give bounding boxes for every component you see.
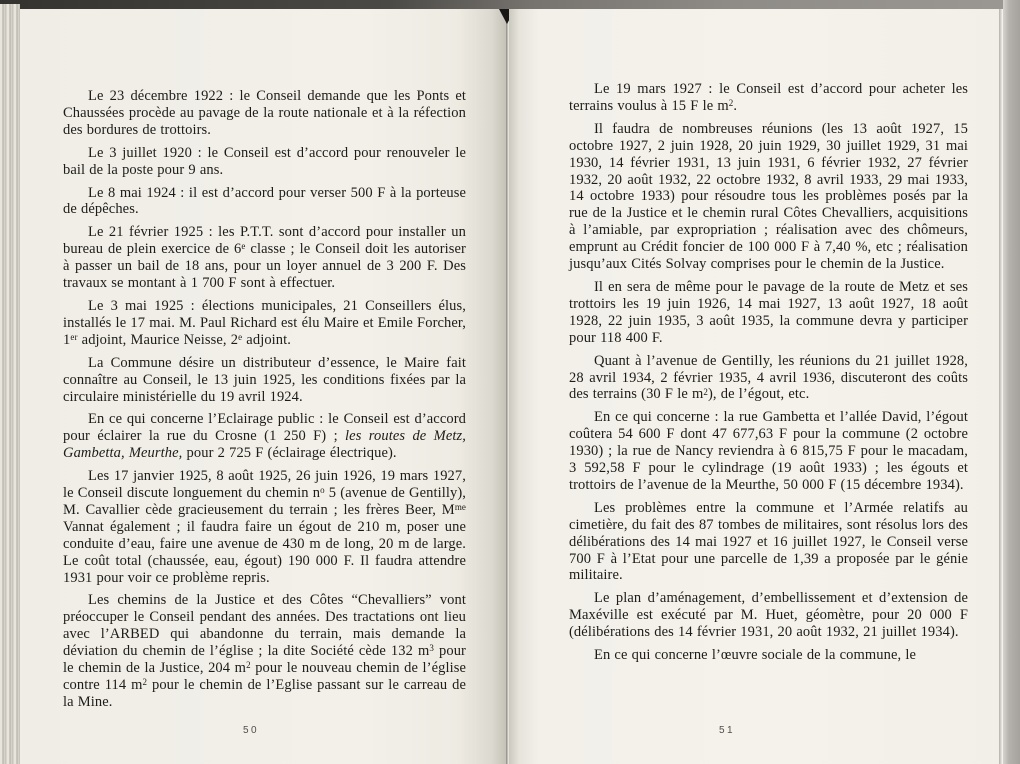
paragraph: La Commune désire un distributeur d’essence, le Maire fait connaître au Conseil, le 13 juin 1925, les conditions fixées par la circulaire ministérielle du 19 avril 1924. [63, 354, 466, 405]
paragraph: En ce qui concerne l’Eclairage public : le Conseil est d’accord pour éclairer la rue du Crosne (1 250 F) ; les routes de Metz, Gambetta, Meurthe, pour 2 725 F (éclairage électrique). [63, 411, 466, 462]
page-stack-edge-left [0, 4, 20, 764]
paragraph: Les problèmes entre la commune et l’Armée relatifs au cimetière, du fait des 87 tombes de militaires, sont résolus lors des délibérations des 14 mai 1927 et 16 juillet 1927, le Conseil verse 700 F à l’Etat pour une parcelle de 1,39 a proposée par le génie militaire. [569, 499, 968, 584]
paragraph: Le 23 décembre 1922 : le Conseil demande que les Ponts et Chaussées procède au pavage de la route nationale et à la réfection des bordures de trottoirs. [63, 88, 466, 138]
paragraph: En ce qui concerne l’œuvre sociale de la commune, le [594, 647, 917, 664]
paragraph: Le 19 mars 1927 : le Conseil est d’accord pour acheter les terrains voulus à 15 F le $m^2$. [569, 81, 968, 114]
page-right [509, 9, 1003, 764]
paragraph: Les 17 janvier 1925, 8 août 1925, 26 juin 1926, 19 mars 1927, le Conseil discute longuement du chemin $n^o$ 5 (avenue de Gentilly), M. Cavallier cède gracieusement du terrain ; les frères Beer, $M^{me}$ Vannat également ; il faudra faire un égout de 210 m, poser une conduite d’eau, faire une avenue de 430 m de long, 20 m de large. Le coût total (chaussée, eau, égout) 190 000 F. Il faudra attendre 1931 pour voir ce problème repris. [63, 468, 467, 586]
page-number-right: 51 [719, 725, 736, 736]
page-left [20, 9, 506, 764]
paragraph: Le plan d’aménagement, d’embellissement et d’extension de Maxéville est exécuté par M. Huet, géomètre, pour 20 000 F (délibérations des 14 février 1931, 20 août 1932, 21 juillet 1934). [569, 590, 968, 641]
paragraph: En ce qui concerne : la rue Gambetta et l’allée David, l’égout coûtera 54 600 F dont 47 677,63 F pour la commune (2 octobre 1930) ; la rue de Nancy reviendra à 6 815,75 F pour le macadam, 3 592,58 F pour le cylindrage (19 août 1933) ; les égouts et trottoirs de l’avenue de la Meurthe, 50 000 F (15 décembre 1934). [569, 409, 968, 493]
page-number-left: 50 [243, 725, 260, 736]
book-cover-edge-right [1003, 0, 1020, 764]
paragraph: Le 8 mai 1924 : il est d’accord pour verser 500 F à la porteuse de dépêches. [63, 184, 466, 218]
paragraph: Les chemins de la Justice et des Côtes “Chevalliers” vont préoccuper le Conseil pendant des années. Des tractations ont lieu avec l’ARBED qui abandonne du terrain, mais demande la déviation du chemin de l’église ; la dite Société cède 132 $m^3$ pour le chemin de la Justice, 204 $m^2$ pour le nouveau chemin de l’église contre 114 $m^2$ pour le chemin de l’Eglise passant sur le carreau de la Mine. [63, 592, 467, 710]
book-top-edge [0, 0, 1020, 9]
page-left-text-column [63, 88, 466, 717]
paragraph: Quant à l’avenue de Gentilly, les réunions du 21 juillet 1928, 28 avril 1934, 2 février 1935, 4 avril 1936, discuteront des coûts des terrains (30 F le $m^2$), de l’égout, etc. [569, 352, 968, 403]
paragraph: Il en sera de même pour le pavage de la route de Metz et ses trottoirs les 19 juin 1926, 14 mai 1927, 13 août 1927, 18 août 1928, 22 juin 1935, 3 août 1935, la commune devra y participer pour 118 400 F. [569, 278, 968, 346]
paragraph: Le 3 juillet 1920 : le Conseil est d’accord pour renouveler le bail de la poste pour 9 ans. [63, 144, 466, 178]
page-right-text-column [569, 81, 968, 670]
paragraph: Le 21 février 1925 : les P.T.T. sont d’accord pour installer un bureau de plein exercice de 6e classe ; le Conseil doit les autoriser à passer un bail de 18 ans, pour un loyer annuel de 3 200 F. Des travaux se montant à 1 700 F sont à effectuer. [63, 224, 466, 292]
paragraph: Il faudra de nombreuses réunions (les 13 août 1927, 15 octobre 1927, 2 juin 1928, 20 juin 1929, 30 juillet 1929, 31 mai 1930, 14 février 1931, 13 juin 1931, 6 février 1932, 27 février 1932, 20 août 1932, 22 octobre 1932, 8 avril 1933, 29 mai 1933, 14 octobre 1933) pour résoudre tous les problèmes posés par la rue de la Justice et le chemin rural Côtes Chevalliers, acquisitions à l’amiable, par expropriation ; réalisation avec des chômeurs, emprunt au Crédit foncier de 100 000 F à 7,40 %, etc ; réalisation jusqu’aux Cités Solvay comprises pour le chemin de la Justice. [569, 120, 968, 273]
paragraph: Le 3 mai 1925 : élections municipales, 21 Conseillers élus, installés le 17 mai. M. Paul Richard est élu Maire et Emile Forcher, 1er adjoint, Maurice Neisse, 2e adjoint. [63, 297, 466, 348]
